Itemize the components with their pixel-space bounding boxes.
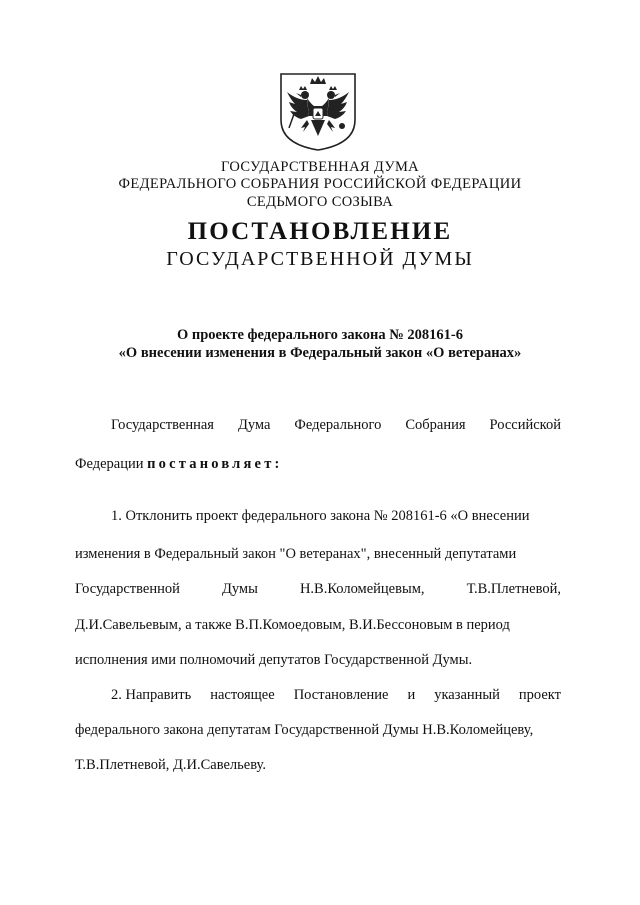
item2-word: и	[407, 687, 416, 703]
preamble-word: Государственная	[111, 417, 214, 433]
item1-word: Думы	[221, 581, 258, 597]
item2-word: настоящее	[210, 687, 275, 703]
preamble-line-1	[111, 416, 561, 434]
preamble-federation: Федерации	[75, 456, 144, 472]
resolution-verb: постановляет:	[147, 456, 283, 472]
coat-of-arms-emblem	[277, 70, 359, 152]
header-convocation: СЕДЬМОГО СОЗЫВА	[246, 194, 394, 210]
preamble-word: Российской	[489, 417, 561, 433]
item1-line-5: исполнения ими полномочий депутатов Государственной Думы.	[75, 652, 473, 668]
preamble-word: Дума	[237, 417, 271, 433]
item2-word: Постановление	[293, 687, 389, 703]
item2-word: 2. Направить	[111, 687, 192, 703]
subject-line-2: «О внесении изменения в Федеральный закон «О ветеранах»	[118, 345, 522, 361]
item2-line-3: Т.В.Плетневой, Д.И.Савельеву.	[75, 757, 266, 773]
item1-line-2: изменения в Федеральный закон "О ветеранах", внесенный депутатами	[75, 546, 517, 562]
header-chamber: ГОСУДАРСТВЕННАЯ ДУМА	[220, 159, 420, 175]
item1-word: Государственной	[75, 581, 180, 597]
preamble-word: Собрания	[405, 417, 466, 433]
document-subtitle: ГОСУДАРСТВЕННОЙ ДУМЫ	[166, 248, 474, 270]
item1-word: Т.В.Плетневой,	[466, 581, 561, 597]
subject-line-1: О проекте федерального закона № 208161-6	[176, 327, 464, 343]
item1-line-1: 1. Отклонить проект федерального закона № 208161-6 «О внесении	[111, 508, 530, 524]
preamble-word: Федерального	[294, 417, 382, 433]
header-assembly: ФЕДЕРАЛЬНОГО СОБРАНИЯ РОССИЙСКОЙ ФЕДЕРАЦИИ	[118, 176, 522, 192]
item2-line-1	[111, 686, 561, 704]
item1-word: Н.В.Коломейцевым,	[299, 581, 425, 597]
item2-line-2: федерального закона депутатам Государственной Думы Н.В.Коломейцеву,	[75, 722, 534, 738]
item2-word: проект	[518, 687, 561, 703]
item1-line-4: Д.И.Савельевым, а также В.П.Комоедовым, В.И.Бессоновым в период	[75, 617, 510, 633]
preamble-line-2	[75, 455, 283, 473]
document-title: ПОСТАНОВЛЕНИЕ	[187, 218, 453, 245]
item1-line-3	[75, 580, 561, 598]
item2-word: указанный	[434, 687, 500, 703]
